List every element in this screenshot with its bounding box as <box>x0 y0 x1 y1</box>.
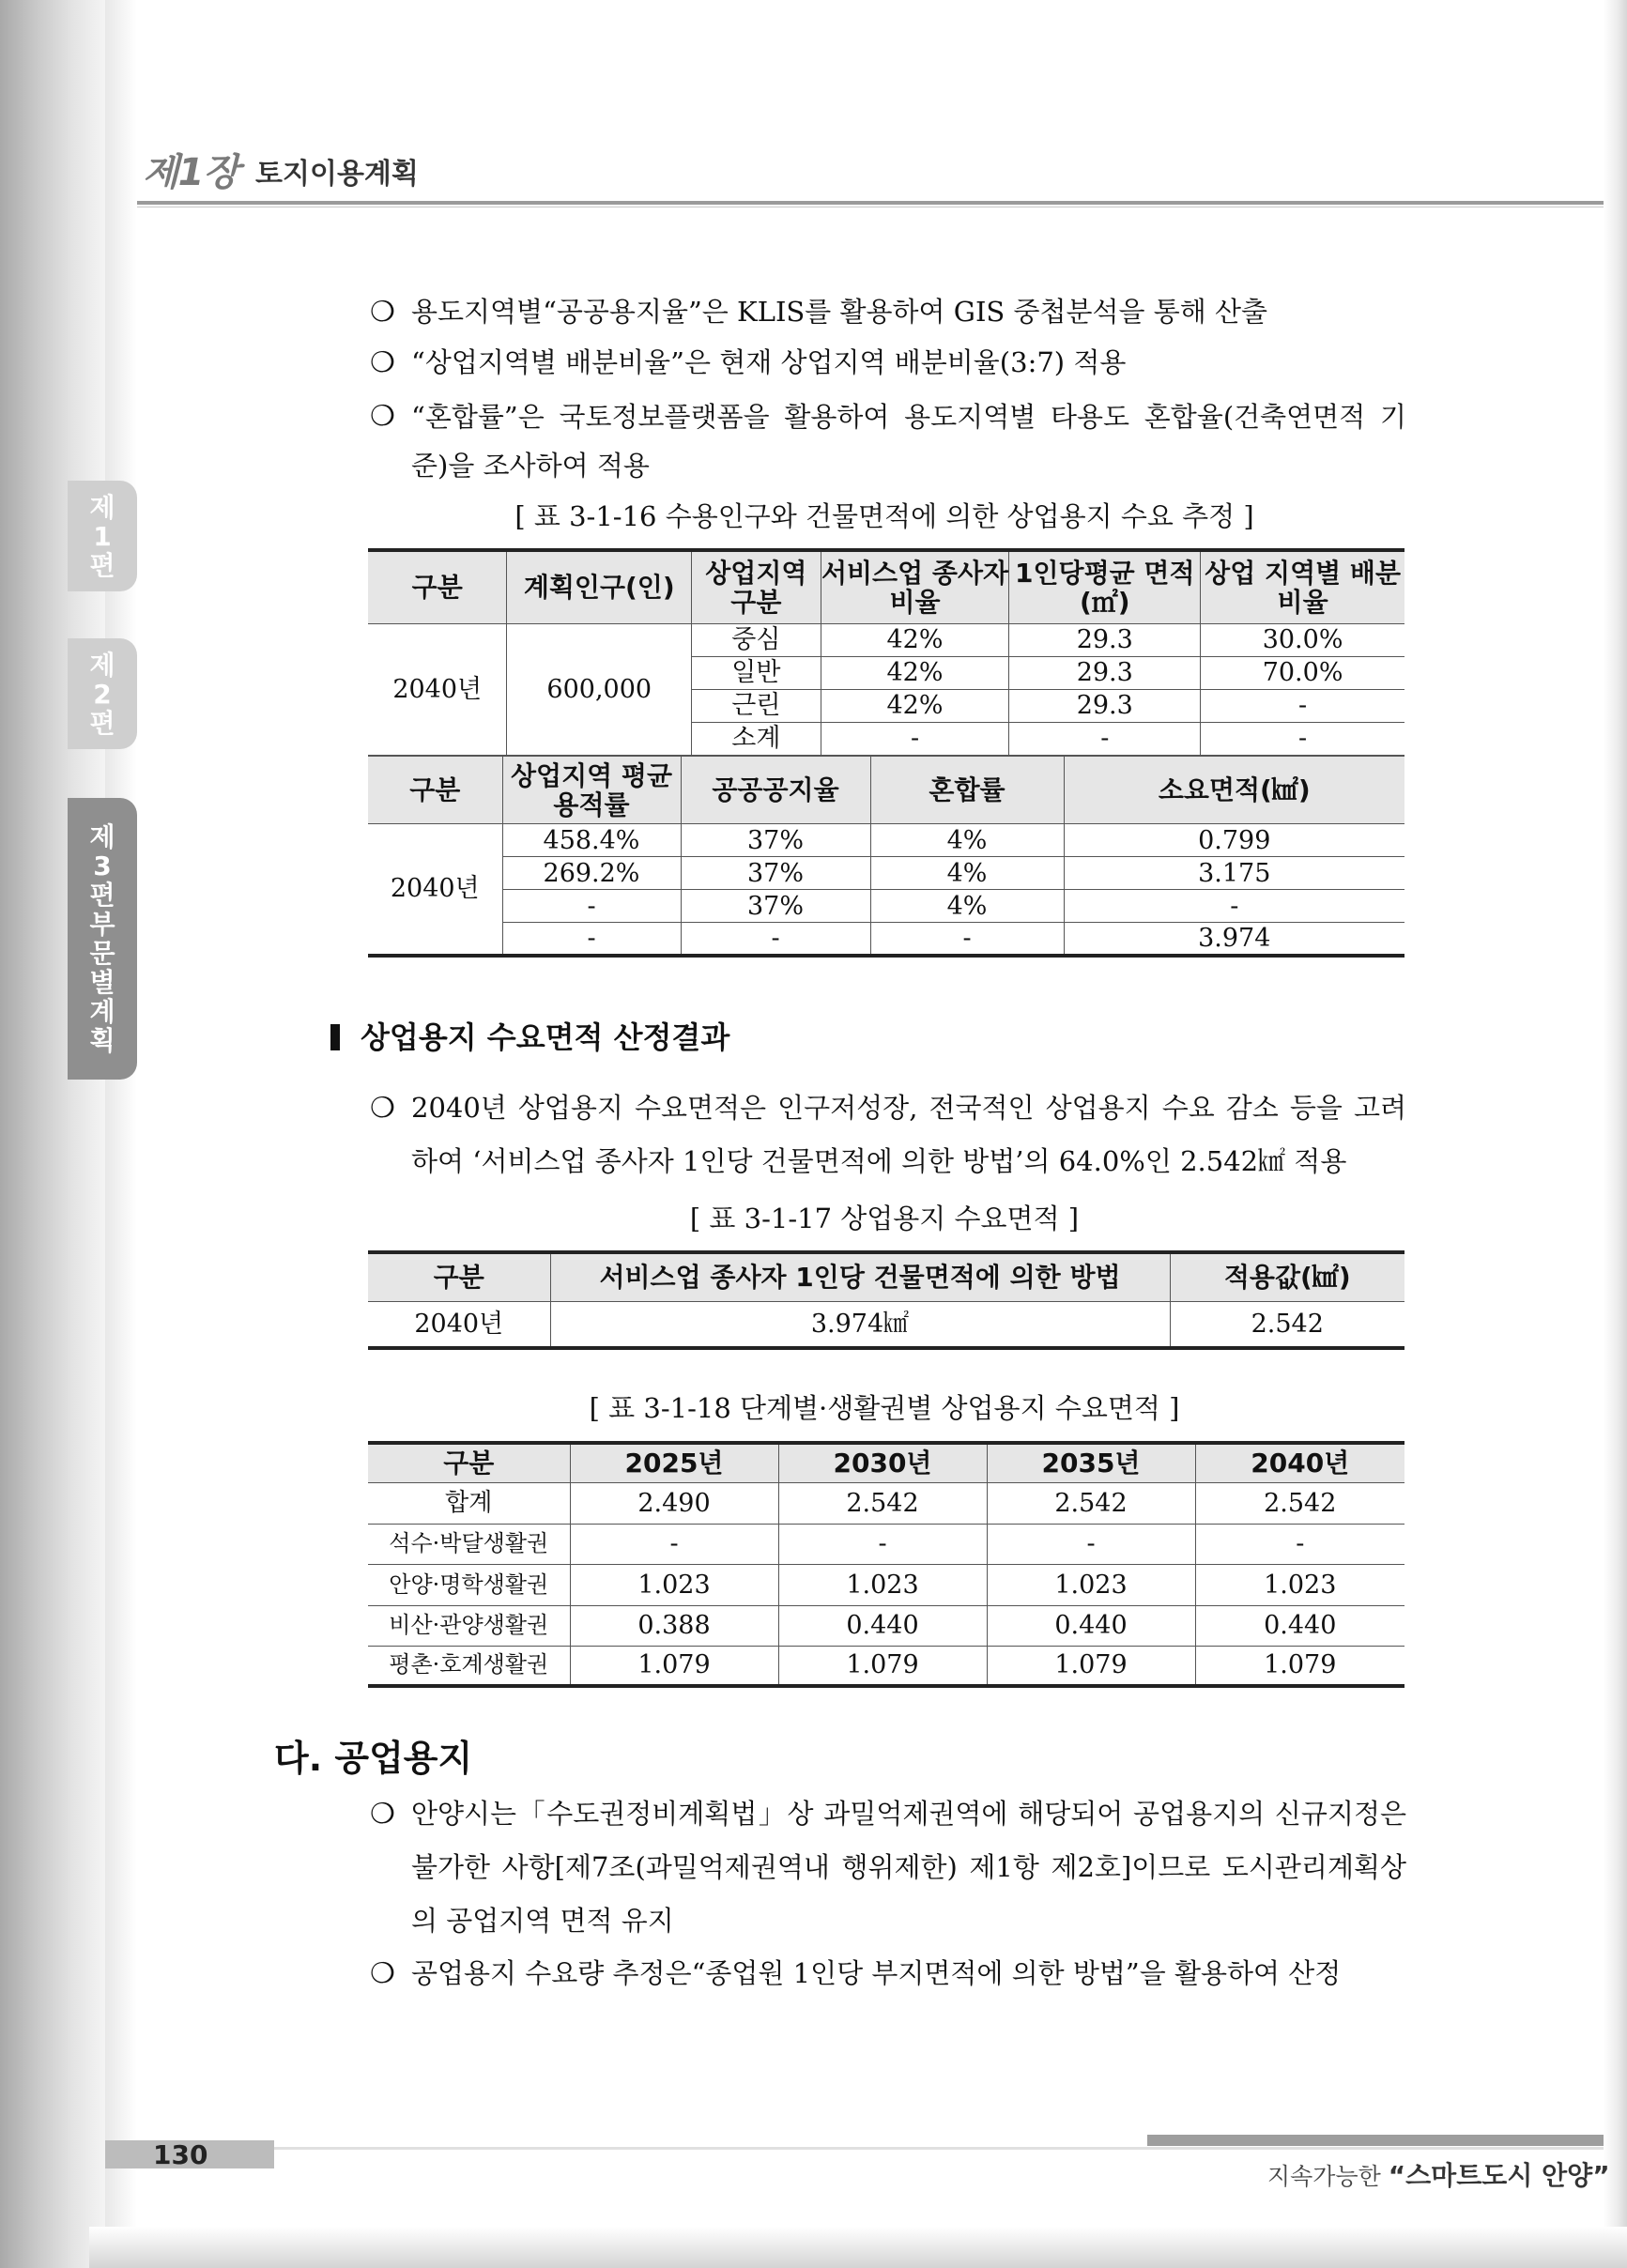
table-cell: 1.079 <box>1195 1646 1404 1686</box>
bullet-item <box>370 1947 1406 2000</box>
table-cell: 37% <box>681 857 870 890</box>
tab-char: 2 <box>93 678 112 710</box>
bullet-mark-icon: ❍ <box>370 1798 395 1831</box>
page-binding-shade <box>105 0 137 2268</box>
col-header: 구분 <box>368 757 502 824</box>
tab-char: 획 <box>89 1025 115 1056</box>
table-cell: 2.542 <box>1195 1482 1404 1524</box>
table-cell: 2.542 <box>987 1482 1195 1524</box>
tab-char: 3 <box>93 850 112 881</box>
bullet-text: 공업용지 수요량 추정은“종업원 1인당 부지면적에 의한 방법”을 활용하여 산정 <box>411 1957 1342 1989</box>
col-header: 상업 지역별 배분 비율 <box>1201 550 1404 623</box>
table-cell: 1.079 <box>570 1646 778 1686</box>
table-cell: 0.799 <box>1064 824 1404 857</box>
table-cell: 42% <box>821 689 1009 722</box>
col-header: 적용값(㎢) <box>1170 1252 1404 1301</box>
table-caption: [ 표 3-1-18 단계별·생활권별 상업용지 수요면적 ] <box>589 1392 1180 1424</box>
table-cell: 4% <box>870 824 1064 857</box>
subsection-heading: 다. 공업용지 <box>274 1738 473 1779</box>
table-cell: 37% <box>681 890 870 923</box>
bullet-mark-icon: ❍ <box>370 346 395 379</box>
tab-char: 부 <box>89 909 115 940</box>
chapter-title: 토지이용계획 <box>255 158 419 191</box>
row-label: 안양·명학생활권 <box>368 1564 570 1605</box>
table-cell: 29.3 <box>1009 656 1201 689</box>
table-cell: - <box>681 923 870 956</box>
table-18 <box>368 1441 1404 1688</box>
table-cell: 2.542 <box>778 1482 987 1524</box>
table-cell: 소계 <box>692 722 821 755</box>
table-cell: 29.3 <box>1009 623 1201 656</box>
bullet-item <box>370 285 1406 339</box>
tab-char: 문 <box>89 938 115 969</box>
table-cell: 4% <box>870 857 1064 890</box>
footer-title-main: “스마트도시 안양” <box>1388 2160 1610 2191</box>
bullet-item <box>370 1081 1406 1188</box>
col-header: 2025년 <box>570 1443 778 1482</box>
table-cell: 1.023 <box>987 1564 1195 1605</box>
bullet-mark-icon: ❍ <box>370 400 395 433</box>
tab-char: 편 <box>89 880 115 911</box>
table-cell: 근린 <box>692 689 821 722</box>
table-cell: 2.542 <box>1170 1301 1404 1348</box>
col-header: 구분 <box>368 1443 570 1482</box>
table-17 <box>368 1250 1404 1350</box>
footer-title <box>1267 2155 1610 2193</box>
tab-char: 제 <box>89 821 115 852</box>
table-cell: - <box>870 923 1064 956</box>
table-cell: - <box>1201 689 1404 722</box>
table-caption: [ 표 3-1-16 수용인구와 건물면적에 의한 상업용지 수요 추정 ] <box>514 500 1254 532</box>
table-cell: - <box>570 1524 778 1564</box>
tab-char: 계 <box>89 996 115 1027</box>
page-bottom-shadow <box>89 2227 1627 2268</box>
bullet-text: “혼합률”은 국토정보플랫폼을 활용하여 용도지역별 타용도 혼합율(건축연면적 기준)을 조사하여 적용 <box>411 401 1406 482</box>
bullet-text: 안양시는「수도권정비계획법」상 과밀억제권역에 해당되어 공업용지의 신규지정은 불가한 사항[제7조(과밀억제권역내 행위제한) 제1항 제2호]이므로 도시관리계획상의 공업지역 면적 유지 <box>411 1798 1406 1937</box>
table-cell: 1.023 <box>1195 1564 1404 1605</box>
table-cell: 3.175 <box>1064 857 1404 890</box>
col-header: 서비스업 종사자 1인당 건물면적에 의한 방법 <box>550 1252 1170 1301</box>
population-cell: 600,000 <box>507 623 692 755</box>
table-cell: 0.440 <box>987 1605 1195 1646</box>
table-cell: - <box>987 1524 1195 1564</box>
table-cell: 0.440 <box>778 1605 987 1646</box>
col-header: 공공공지율 <box>681 757 870 824</box>
table-cell: 2.490 <box>570 1482 778 1524</box>
table-cell: 42% <box>821 656 1009 689</box>
table-cell: 4% <box>870 890 1064 923</box>
tab-char: 제 <box>89 491 115 523</box>
table-cell: 1.023 <box>778 1564 987 1605</box>
header-rule <box>137 201 1604 205</box>
table-cell: - <box>1195 1524 1404 1564</box>
tab-char: 제 <box>89 649 115 681</box>
footer-title-prefix: 지속가능한 <box>1267 2163 1381 2190</box>
table-cell: 29.3 <box>1009 689 1201 722</box>
bullet-item <box>370 1787 1406 1948</box>
footer-rule <box>274 2147 1604 2150</box>
table-cell: 1.079 <box>987 1646 1195 1686</box>
col-header: 혼합률 <box>870 757 1064 824</box>
col-header: 소요면적(㎢) <box>1064 757 1404 824</box>
table-cell: - <box>1064 890 1404 923</box>
col-header: 서비스업 종사자 비율 <box>821 550 1009 623</box>
table-cell: 37% <box>681 824 870 857</box>
tab-char: 1 <box>93 520 112 552</box>
table-cell: 1.023 <box>570 1564 778 1605</box>
table-16-part-2 <box>368 756 1404 958</box>
page-number: 130 <box>153 2139 208 2170</box>
table-cell: 30.0% <box>1201 623 1404 656</box>
table-cell: - <box>1009 722 1201 755</box>
side-tab-part-2[interactable] <box>68 638 137 749</box>
table-caption: [ 표 3-1-17 상업용지 수요면적 ] <box>689 1203 1080 1234</box>
col-header: 2035년 <box>987 1443 1195 1482</box>
tab-char: 별 <box>89 967 115 998</box>
table-cell: 269.2% <box>502 857 681 890</box>
bullet-mark-icon: ❍ <box>370 1092 395 1125</box>
table-cell: - <box>502 890 681 923</box>
table-cell: 458.4% <box>502 824 681 857</box>
table-cell: 3.974㎢ <box>550 1301 1170 1348</box>
table-16-part-1 <box>368 548 1404 756</box>
col-header: 상업지역 구분 <box>692 550 821 623</box>
bullet-mark-icon: ❍ <box>370 1957 395 1990</box>
footer-accent-bar <box>1147 2135 1604 2146</box>
table-cell: - <box>778 1524 987 1564</box>
table-cell: 0.388 <box>570 1605 778 1646</box>
table-cell: 0.440 <box>1195 1605 1404 1646</box>
page-right-edge <box>1604 0 1627 2268</box>
col-header: 2030년 <box>778 1443 987 1482</box>
year-cell: 2040년 <box>368 623 507 755</box>
table-cell: 2040년 <box>368 1301 550 1348</box>
bullet-item <box>370 336 1406 390</box>
bullet-item <box>370 392 1406 490</box>
chapter-number: 제1장 <box>143 151 239 194</box>
section-heading <box>330 1014 729 1057</box>
col-header: 상업지역 평균 용적률 <box>502 757 681 824</box>
row-label: 평촌·호계생활권 <box>368 1646 570 1686</box>
col-header: 구분 <box>368 1252 550 1301</box>
year-cell: 2040년 <box>368 824 502 956</box>
table-cell: - <box>1201 722 1404 755</box>
side-tab-part-3[interactable] <box>68 798 137 1080</box>
col-header: 계획인구(인) <box>507 550 692 623</box>
table-cell: - <box>502 923 681 956</box>
section-heading-text: 상업용지 수요면적 산정결과 <box>361 1019 730 1055</box>
tab-char: 편 <box>89 707 115 739</box>
table-cell: - <box>821 722 1009 755</box>
col-header: 2040년 <box>1195 1443 1404 1482</box>
col-header: 구분 <box>368 550 507 623</box>
row-label: 석수·박달생활권 <box>368 1524 570 1564</box>
table-cell: 42% <box>821 623 1009 656</box>
col-header: 1인당평균 면적 (㎡) <box>1009 550 1201 623</box>
bullet-text: 용도지역별“공공용지율”은 KLIS를 활용하여 GIS 중첩분석을 통해 산출 <box>411 296 1268 328</box>
row-label: 비산·관양생활권 <box>368 1605 570 1646</box>
bullet-text: “상업지역별 배분비율”은 현재 상업지역 배분비율(3:7) 적용 <box>411 346 1127 378</box>
bullet-mark-icon: ❍ <box>370 296 395 329</box>
table-cell: 일반 <box>692 656 821 689</box>
table-cell: 중심 <box>692 623 821 656</box>
table-cell: 70.0% <box>1201 656 1404 689</box>
page-binding <box>0 0 105 2268</box>
table-cell: 3.974 <box>1064 923 1404 956</box>
row-label: 합계 <box>368 1482 570 1524</box>
side-tab-part-1[interactable] <box>68 481 137 591</box>
table-cell: 1.079 <box>778 1646 987 1686</box>
tab-char: 편 <box>89 549 115 581</box>
bullet-text: 2040년 상업용지 수요면적은 인구저성장, 전국적인 상업용지 수요 감소 등을 고려하여 ‘서비스업 종사자 1인당 건물면적에 의한 방법’의 64.0%인 2.542㎢ 적용 <box>411 1092 1406 1177</box>
square-bullet-icon <box>330 1024 340 1050</box>
